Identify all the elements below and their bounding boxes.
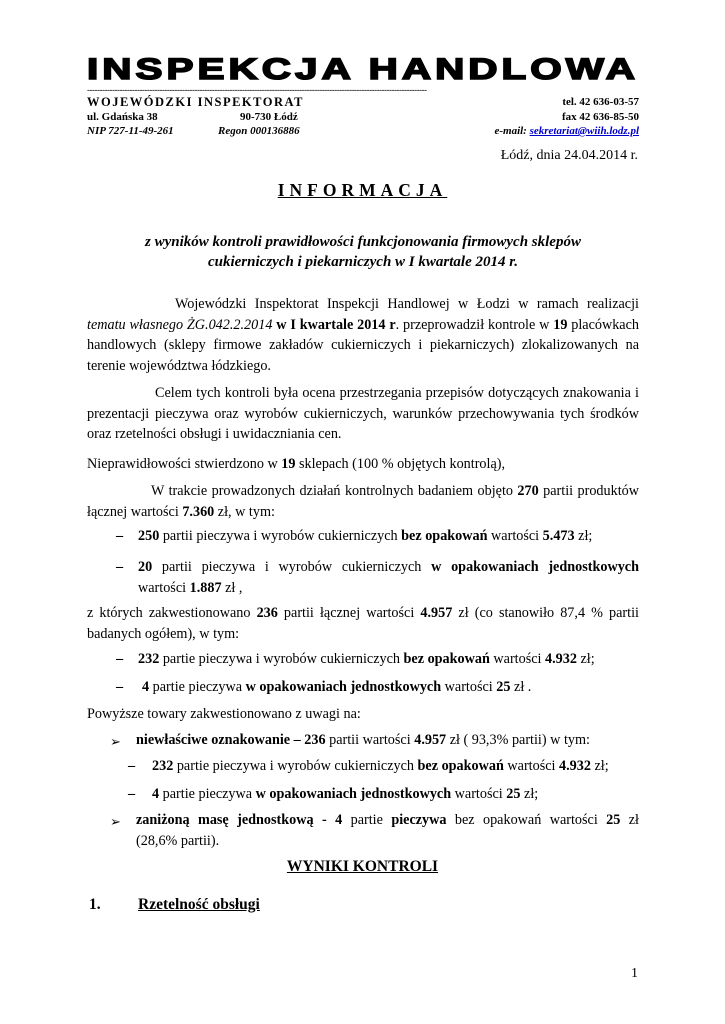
s2-type: w opakowaniach jednostkowych [255,786,452,802]
document-subtitle [87,232,639,272]
s2-text-f: zł; [520,786,539,802]
dash-bullet: – [128,786,136,802]
subtitle-line-2: cukierniczych i piekarniczych w I kwartale 2014 r. [207,254,518,270]
l3-count: 232 [138,651,160,667]
list-item-questioned-unpacked [116,649,639,670]
a1-title: niewłaściwe oznakowanie – 236 [136,732,326,748]
l4-text-f: zł . [510,679,532,695]
l4-text-b: partie pieczywa [149,679,246,695]
p3-text-c: sklepach (100 % objętych kontrolą), [295,456,506,472]
paragraph-goal: Celem tych kontroli była ocena przestrzegania przepisów dotyczących znakowania i prezentacji pieczywa oraz wyrobów cukierniczych, warunków przechowywania tych środków oraz rzetelności obsługi i uwidaczniania cen. [87,385,639,442]
section-heading-results: WYNIKI KONTROLI [286,858,439,875]
p4-value: 7.360 [182,503,215,520]
p1-text-a: Wojewódzki Inspektorat Inspekcji Handlowej w Łodzi w ramach realizacji [175,296,639,312]
paragraph-intro [87,294,639,376]
list-item-questioned-packed [116,677,639,698]
p1-count: 19 [553,316,568,333]
l1-text-b: partii pieczywa i wyrobów cukierniczych [159,528,402,544]
p3-count: 19 [281,456,296,472]
email-label: e-mail: [494,125,527,137]
org-name: WOJEWÓDZKI INSPEKTORAT [87,95,304,109]
email-link[interactable]: sekretariat@wiih.lodz.pl [529,125,639,137]
a2-value: 25 [606,812,621,828]
s1-value: 4.932 [559,758,591,774]
dash-bullet: – [116,651,124,667]
org-street: ul. Gdańska 38 [87,111,158,123]
a2-text-d: bez opakowań wartości [446,812,607,828]
l1-count: 250 [138,528,160,544]
paragraph-questioned [87,603,639,644]
sublist-item-packed [128,784,639,805]
page-number: 1 [631,966,638,981]
l2-text-b: partii pieczywa i wyrobów cukierniczych [152,559,432,575]
arrow-bullet-icon: ➢ [110,734,121,749]
p5-value: 4.957 [420,605,453,621]
s2-count: 4 [152,786,160,802]
l2-count: 20 [138,559,153,575]
l1-value: 5.473 [542,528,575,544]
p5-text-e: zł (co stanowiło 87,4 % partii badanych ogółem), w tym: [87,605,639,642]
a1-text-b: partii wartości [325,732,415,748]
reason-mislabeling [110,730,639,751]
item-1-number: 1. [89,896,101,913]
l3-value: 4.932 [545,651,577,667]
l4-value: 25 [496,679,511,695]
p1-topic: tematu własnego ŻG.042.2.2014 [87,316,273,333]
s1-text-f: zł; [590,758,609,774]
s1-text-d: wartości [503,758,560,774]
p4-lots: 270 [517,483,539,499]
l2-text-f: zł , [221,580,243,596]
p4-text-e: zł, w tym: [214,503,275,520]
paragraph-scope [87,481,639,522]
p5-text-c: partii łącznej wartości [277,605,421,621]
a2-product: pieczywa [391,812,447,828]
item-1-title: Rzetelność obsługi [138,896,260,913]
l3-type: bez opakowań [403,651,490,667]
dash-bullet: – [116,559,124,575]
s2-text-b: partie pieczywa [159,786,256,802]
document-date: Łódź, dnia 24.04.2014 r. [500,148,638,163]
a1-value: 4.957 [414,732,447,748]
p5-lots: 236 [256,605,278,621]
l3-text-b: partie pieczywa i wyrobów cukierniczych [159,651,404,667]
list-item-unpacked [116,526,639,547]
l1-text-d: wartości [487,528,543,544]
l1-text-f: zł; [574,528,593,544]
a2-text-b: partie [342,812,392,828]
org-regon: Regon 000136886 [218,125,300,137]
document-title: INFORMACJA [277,180,448,200]
l4-type: w opakowaniach jednostkowych [245,679,442,695]
dash-bullet: – [116,679,124,695]
reason-underweight [110,810,639,852]
l2-text-d: wartości [138,580,190,596]
l2-value: 1.887 [189,580,222,596]
s2-value: 25 [506,786,521,802]
org-tel: tel. 42 636-03-57 [562,96,639,108]
l4-text-d: wartości [441,679,497,695]
org-city: 90-730 Łódź [240,111,298,123]
l1-type: bez opakowań [401,528,488,544]
p1-quarter: w I kwartale 2014 r [272,316,396,333]
p4-text-a: W trakcie prowadzonych działań kontrolnych badaniem objęto [151,483,518,499]
subtitle-line-1: z wyników kontroli prawidłowości funkcjonowania firmowych sklepów [145,234,581,250]
letterhead-rule: ---------------------------------------------------------------------------------------------------------------------------------------- [87,86,427,95]
s1-count: 232 [152,758,174,774]
a1-text-d: zł ( 93,3% partii) w tym: [446,732,590,748]
org-email-line [494,124,639,138]
a2-share: (28,6% partii). [136,833,220,849]
paragraph-reasons: Powyższe towary zakwestionowano z uwagi na: [87,706,361,722]
p1-text-d: . przeprowadził kontrole w [395,316,554,333]
sublist-item-unpacked [128,756,639,777]
letterhead-logo [87,52,639,84]
p4-text-c: partii produktów łącznej wartości [87,483,639,520]
arrow-bullet-icon: ➢ [110,814,121,829]
paragraph-irregularities [87,454,639,475]
p5-text-a: z których zakwestionowano [87,605,257,621]
p3-text-a: Nieprawidłowości stwierdzono w [87,456,282,472]
s1-text-b: partie pieczywa i wyrobów cukierniczych [173,758,418,774]
l3-text-f: zł; [576,651,595,667]
org-fax: fax 42 636-85-50 [562,111,639,123]
letterhead-title: INSPEKCJA HANDLOWA [87,53,639,84]
org-nip: NIP 727-11-49-261 [87,125,174,137]
dash-bullet: – [116,528,124,544]
l2-type: w opakowaniach jednostkowych [431,559,639,575]
s1-type: bez opakowań [417,758,504,774]
s2-text-d: wartości [451,786,507,802]
p1-text-f: placówkach handlowych (sklepy firmowe zakładów cukierniczych i piekarniczych) zlokalizowanych na terenie województwa łódzkiego. [87,316,639,374]
l3-text-d: wartości [489,651,546,667]
a2-title: zaniżoną masę jednostkową - 4 [136,812,343,828]
list-item-packed [116,557,639,599]
a2-text-f: zł [620,812,639,828]
l4-count: 4 [142,679,150,695]
dash-bullet: – [128,758,136,774]
